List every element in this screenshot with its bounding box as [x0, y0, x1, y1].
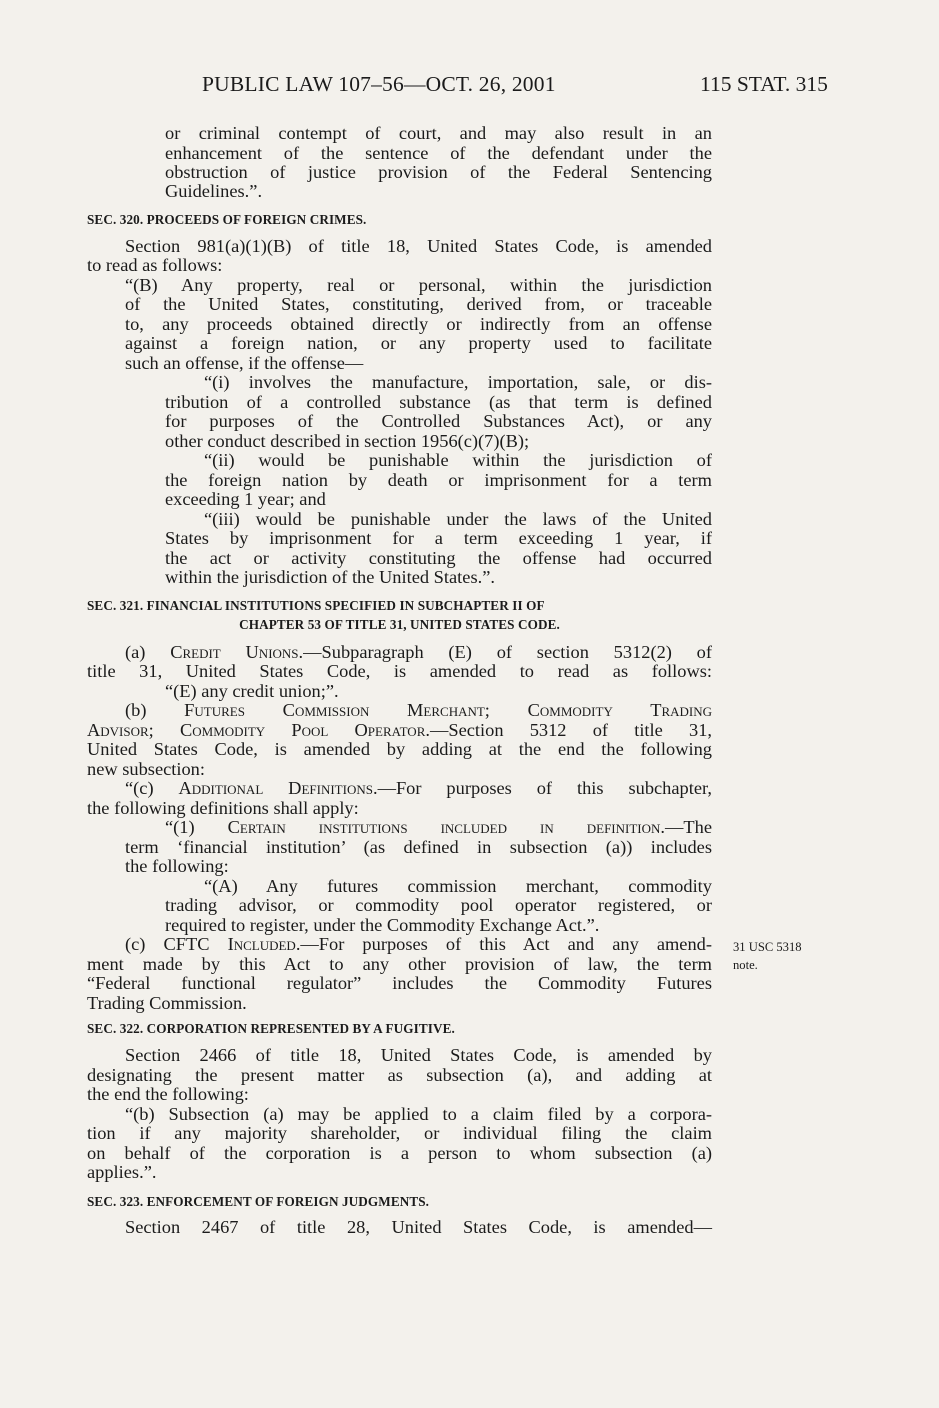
paragraph-text: .—Subparagraph (E) of section 5312(2) of — [298, 642, 712, 662]
text-line: required to register, under the Commodity Exchange Act.”. — [165, 915, 600, 935]
paragraph-marker: (c) — [125, 934, 164, 954]
paragraph-marker: “(c) — [125, 778, 179, 798]
text-line: against a foreign nation, or any property used to facilitate — [125, 333, 712, 353]
text-line: exceeding 1 year; and — [165, 489, 326, 509]
text-line: on behalf of the corporation is a person to whom subsection (a) — [87, 1143, 712, 1163]
text-line: “(E) any credit union;”. — [165, 681, 339, 701]
text-line: within the jurisdiction of the United States.”. — [165, 567, 495, 587]
text-line: Section 2466 of title 18, United States Code, is amended by — [125, 1045, 712, 1065]
text-line: of the United States, constituting, derived from, or traceable — [125, 294, 712, 314]
paragraph-text: .—The — [660, 817, 712, 837]
text-line: Section 2467 of title 28, United States Code, is amended— — [125, 1217, 712, 1237]
paragraph-marker: (b) — [125, 700, 185, 720]
text-line: for purposes of the Controlled Substances Act), or any — [165, 411, 712, 431]
running-header — [0, 72, 939, 102]
text-line: United States Code, is amended by adding at the end the following — [87, 739, 712, 759]
text-line: “(b) Subsection (a) may be applied to a claim filed by a corpora- — [125, 1104, 712, 1124]
text-line: “(iii) would be punishable under the laws of the United — [204, 509, 712, 529]
text-line: to read as follows: — [87, 255, 223, 275]
section-323-heading: SEC. 323. ENFORCEMENT OF FOREIGN JUDGMENTS. — [87, 1194, 430, 1209]
text-line: States by imprisonment for a term exceeding 1 year, if — [165, 528, 712, 548]
text-line: designating the present matter as subsection (a), and adding at — [87, 1065, 712, 1085]
paragraph-text: .—For purposes of this Act and any amend- — [295, 934, 712, 954]
text-line: obstruction of justice provision of the Federal Sentencing — [165, 162, 712, 182]
paragraph-heading: CFTC Included — [163, 934, 296, 954]
text-line: “(A) Any futures commission merchant, commodity — [204, 876, 712, 896]
paragraph-marker: (a) — [125, 642, 171, 662]
paragraph-text: .—For purposes of this subchapter, — [372, 778, 712, 798]
text-line: such an offense, if the offense— — [125, 353, 364, 373]
text-line — [165, 818, 712, 838]
paragraph-text: .—Section 5312 of title 31, — [425, 720, 712, 740]
text-line: the foreign nation by death or imprisonment for a term — [165, 470, 712, 490]
text-line: applies.”. — [87, 1162, 157, 1182]
paragraph-heading: Additional Definitions — [178, 778, 373, 798]
text-line: the end the following: — [87, 1084, 249, 1104]
text-line: new subsection: — [87, 759, 205, 779]
text-line: Trading Commission. — [87, 993, 247, 1013]
margin-note-label: note. — [733, 958, 758, 972]
text-line: the act or activity constituting the offense had occurred — [165, 548, 712, 568]
text-line — [125, 643, 712, 663]
text-line — [125, 701, 712, 721]
text-line: tribution of a controlled substance (as that term is defined — [165, 392, 712, 412]
text-line: enhancement of the sentence of the defendant under the — [165, 143, 712, 163]
text-line: term ‘financial institution’ (as defined in subsection (a)) includes — [125, 837, 712, 857]
paragraph-heading: Credit Unions — [170, 642, 299, 662]
text-line: title 31, United States Code, is amended to read as follows: — [87, 661, 712, 681]
text-line — [125, 935, 712, 955]
section-321-heading: SEC. 321. FINANCIAL INSTITUTIONS SPECIFIED IN SUBCHAPTER II OF — [87, 598, 545, 613]
section-320-heading: SEC. 320. PROCEEDS OF FOREIGN CRIMES. — [87, 212, 367, 227]
paragraph-heading: Certain institutions included in definition — [227, 817, 661, 837]
text-line: Guidelines.”. — [165, 181, 263, 201]
text-line: tion if any majority shareholder, or individual filing the claim — [87, 1123, 712, 1143]
text-line: to, any proceeds obtained directly or indirectly from an offense — [125, 314, 712, 334]
section-322-heading: SEC. 322. CORPORATION REPRESENTED BY A FUGITIVE. — [87, 1021, 455, 1036]
text-line: or criminal contempt of court, and may also result in an — [165, 123, 712, 143]
paragraph-marker: “(1) — [165, 817, 228, 837]
text-line: “(i) involves the manufacture, importation, sale, or dis- — [204, 372, 712, 392]
text-line: Section 981(a)(1)(B) of title 18, United States Code, is amended — [125, 236, 712, 256]
text-line: “(ii) would be punishable within the jurisdiction of — [204, 450, 712, 470]
text-line: the following: — [125, 856, 229, 876]
text-line: the following definitions shall apply: — [87, 798, 359, 818]
text-line: other conduct described in section 1956(c)(7)(B); — [165, 431, 530, 451]
section-321-heading-continued: CHAPTER 53 OF TITLE 31, UNITED STATES CODE. — [239, 617, 560, 632]
paragraph-heading: Advisor; Commodity Pool Operator — [87, 720, 426, 740]
text-line: ment made by this Act to any other provision of law, the term — [87, 954, 712, 974]
text-line: “Federal functional regulator” includes the Commodity Futures — [87, 973, 712, 993]
text-line: trading advisor, or commodity pool operator registered, or — [165, 895, 712, 915]
statute-page-number: 115 STAT. 315 — [700, 72, 828, 96]
text-line — [87, 721, 712, 741]
text-line: “(B) Any property, real or personal, within the jurisdiction — [125, 275, 712, 295]
text-line — [125, 779, 712, 799]
margin-note-citation: 31 USC 5318 — [733, 940, 802, 954]
public-law-title: PUBLIC LAW 107–56—OCT. 26, 2001 — [202, 72, 556, 96]
paragraph-heading: Futures Commission Merchant; Commodity Trading — [184, 700, 713, 720]
